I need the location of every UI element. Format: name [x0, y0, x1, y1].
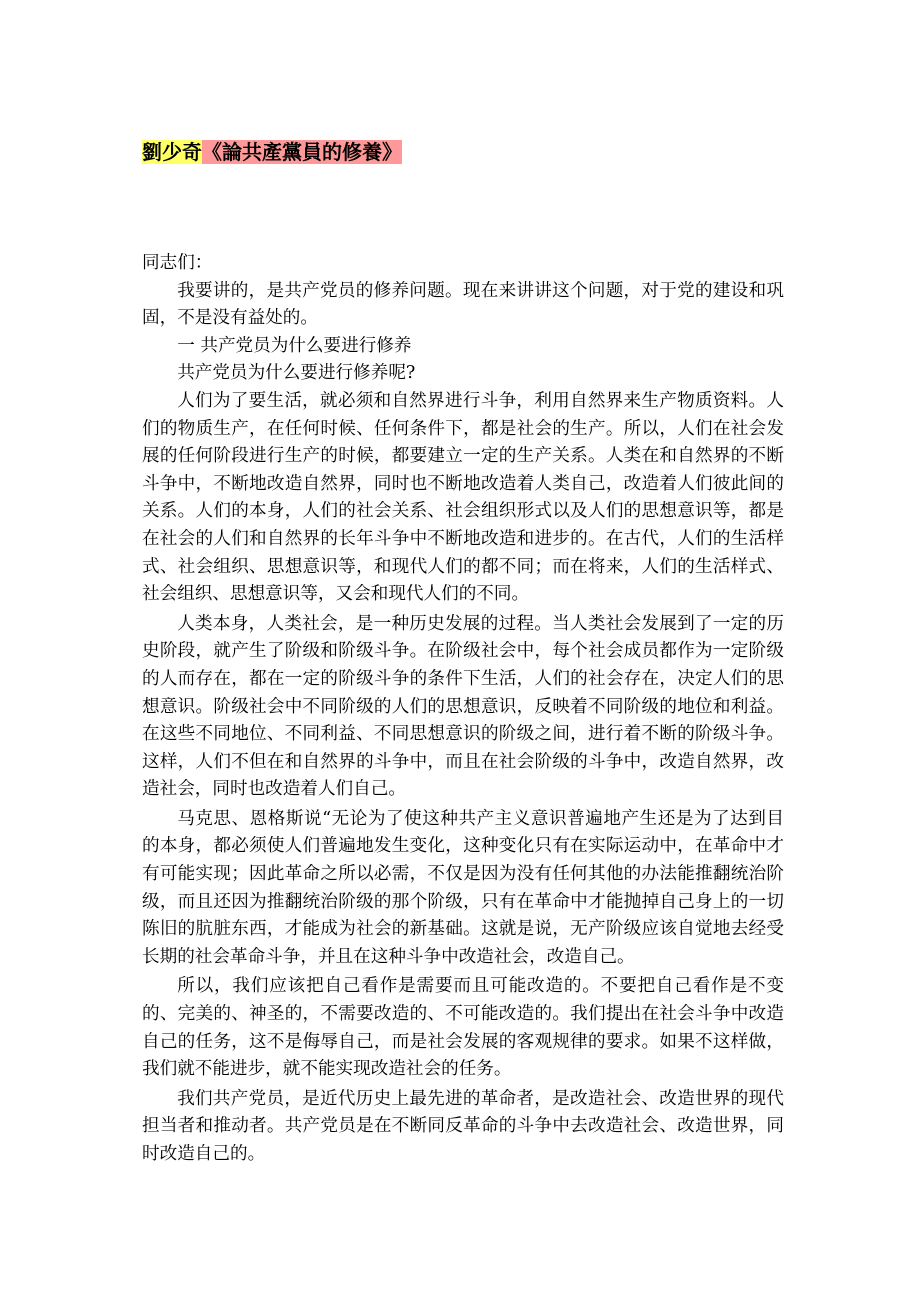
paragraph-3: 马克思、恩格斯说“无论为了使这种共产主义意识普遍地产生还是为了达到目的本身，都必须使人们普遍地发生变化，这种变化只有在实际运动中，在革命中才有可能实现；因此革命之所以必需，不仅是因为没有任何其他的办法能推翻统治阶级，而且还因为推翻统治阶级的那个阶级，只有在革命中才能抛掉自己身上的一切陈旧的肮脏东西，才能成为社会的新基础。这就是说，无产阶级应该自觉地去经受长期的社会革命斗争，并且在这种斗争中改造社会，改造自己。	[142, 808, 784, 967]
paragraph-5: 我们共产党员，是近代历史上最先进的革命者，是改造社会、改造世界的现代担当者和推动者。共产党员是在不断同反革命的斗争中去改造社会、改造世界，同时改造自己的。	[142, 1088, 784, 1164]
paragraph-2: 人类本身，人类社会，是一种历史发展的过程。当人类社会发展到了一定的历史阶段，就产生了阶级和阶级斗争。在阶级社会中，每个社会成员都作为一定阶级的人而存在，都在一定的阶级斗争的条件下生活，人们的社会存在，决定人们的思想意识。阶级社会中不同阶级的人们的思想意识，反映着不同阶级的地位和利益。在这些不同地位、不同利益、不同思想意识的阶级之间，进行着不断的阶级斗争。这样，人们不但在和自然界的斗争中，而且在社会阶级的斗争中，改造自然界，改造社会，同时也改造着人们自己。	[142, 613, 784, 800]
title-author: 劉少奇	[142, 140, 202, 164]
section-question: 共产党员为什么要进行修养呢?	[177, 363, 416, 384]
greeting: 同志们：	[142, 253, 213, 273]
section-heading: 一 共产党员为什么要进行修养	[177, 335, 412, 356]
title-book: 《論共產黨員的修養》	[202, 140, 402, 164]
paragraph-4: 所以，我们应该把自己看作是需要而且可能改造的。不要把自己看作是不变的、完美的、神圣的，不需要改造的、不可能改造的。我们提出在社会斗争中改造自己的任务，这不是侮辱自己，而是社会发展的客观规律的要求。如果不这样做，我们就不能进步，就不能实现改造社会的任务。	[142, 976, 784, 1080]
paragraph-intro: 我要讲的，是共产党员的修养问题。现在来讲讲这个问题，对于党的建设和巩固，不是没有益处的。	[142, 280, 784, 329]
document-body	[142, 250, 784, 1169]
document-title	[142, 138, 402, 166]
paragraph-1: 人们为了要生活，就必须和自然界进行斗争，利用自然界来生产物质资料。人们的物质生产，在任何时候、任何条件下，都是社会的生产。所以，人们在社会发展的任何阶段进行生产的时候，都要建立一定的生产关系。人类在和自然界的不断斗争中，不断地改造自然界，同时也不断地改造着人类自己，改造着人们彼此间的关系。人们的本身，人们的社会关系、社会组织形式以及人们的思想意识等，都是在社会的人们和自然界的长年斗争中不断地改造和进步的。在古代，人们的生活样式、社会组织、思想意识等，和现代人们的都不同；而在将来，人们的生活样式、社会组织、思想意识等，又会和现代人们的不同。	[142, 390, 784, 605]
